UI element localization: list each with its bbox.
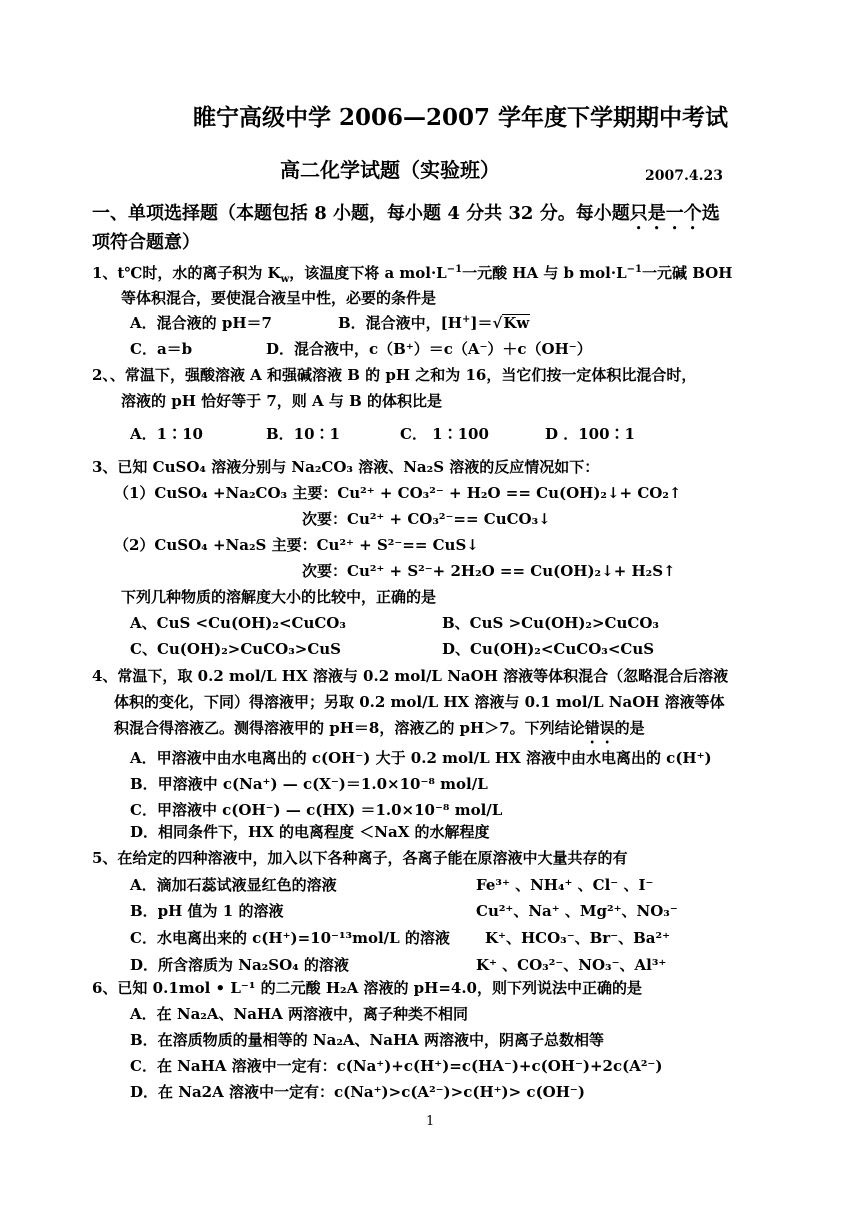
q4-stem-cont: 体积的变化，下同）得溶液甲；另取 0.2 mol/L HX 溶液与 0.1 mol/L NaOH 溶液等体 (114, 693, 725, 711)
exam-date: 2007.4.23 (645, 168, 723, 184)
q1-option-b: B．混合液中，[H+]＝√Kw (338, 314, 530, 332)
q6-stem: 6、已知 0.1mol • L⁻¹ 的二元酸 H₂A 溶液的 pH=4.0，则下列说法中正确的是 (92, 979, 642, 997)
page-number: 1 (426, 1114, 435, 1129)
q3-reaction-1: （1）CuSO₄ +Na₂CO₃ 主要：Cu²⁺ + CO₃²⁻ + H₂O == Cu(OH)₂↓+ CO₂↑ (114, 484, 682, 502)
exam-title: 睢宁高级中学 2006—2007 学年度下学期期中考试 (193, 104, 729, 131)
q2-option-a: A．1∶10 (130, 425, 203, 443)
q3-option-d: D、Cu(OH)₂<CuCO₃<CuS (442, 640, 655, 658)
q5-stem: 5、在给定的四种溶液中，加入以下各种离子，各离子能在原溶液中大量共存的有 (92, 849, 628, 867)
q6-option-d: D．在 Na2A 溶液中一定有：c(Na⁺)>c(A²⁻)>c(H⁺)> c(OH⁻) (130, 1083, 585, 1101)
emphasis-dots: 错误 (584, 719, 615, 737)
q4-stem-cont-2: 积混合得溶液乙。测得溶液甲的 pH＝8，溶液乙的 pH＞7。下列结论错误的是 (114, 719, 645, 737)
q2-stem-cont: 溶液的 pH 恰好等于 7，则 A 与 B 的体积比是 (121, 392, 442, 410)
q5-option-c: C．水电离出来的 c(H⁺)=10⁻¹³mol/L 的溶液 (130, 929, 450, 947)
q2-option-d: D ．100∶1 (545, 425, 635, 443)
exam-subtitle: 高二化学试题（实验班） (280, 158, 500, 182)
q5-ions-c: K⁺、HCO₃⁻、Br⁻、Ba²⁺ (485, 929, 671, 947)
q4-option-d: D．相同条件下，HX 的电离程度 ＜NaX 的水解程度 (130, 823, 490, 841)
q6-option-a: A．在 Na₂A、NaHA 两溶液中，离子种类不相同 (130, 1005, 468, 1023)
section-heading-cont: 项符合题意） (92, 232, 200, 253)
q2-stem: 2、、常温下，强酸溶液 A 和强碱溶液 B 的 pH 之和为 16，当它们按一定体积比混合时， (92, 366, 697, 384)
q3-reaction-1b: 次要：Cu²⁺ + CO₃²⁻== CuCO₃↓ (302, 510, 551, 528)
q5-option-a: A．滴加石蕊试液显红色的溶液 (130, 876, 337, 894)
q4-option-b: B．甲溶液中 c(Na⁺) — c(X⁻)＝1.0×10⁻⁸ mol/L (130, 775, 488, 793)
q4-option-c: C．甲溶液中 c(OH⁻) — c(HX) ＝1.0×10⁻⁸ mol/L (130, 801, 503, 819)
q2-option-b: B．10∶1 (266, 425, 340, 443)
section-heading: 一、单项选择题（本题包括 8 小题，每小题 4 分共 32 分。每小题只是一个选 (92, 203, 720, 224)
q5-option-b: B．pH 值为 1 的溶液 (130, 902, 284, 920)
q3-question: 下列几种物质的溶解度大小的比较中，正确的是 (121, 588, 437, 606)
q5-ions-d: K⁺ 、CO₃²⁻、NO₃⁻、Al³⁺ (476, 956, 667, 974)
q1-stem-cont: 等体积混合，要使混合液呈中性，必要的条件是 (121, 289, 437, 307)
q6-option-b: B．在溶质物质的量相等的 Na₂A、NaHA 两溶液中，阴离子总数相等 (130, 1031, 605, 1049)
emphasis-dots: 只是一个 (629, 203, 702, 224)
q3-option-c: C、Cu(OH)₂>CuCO₃>CuS (130, 640, 342, 658)
q1-option-d: D．混合液中，c（B⁺）＝c（A⁻）＋c（OH⁻） (266, 340, 592, 358)
q4-stem: 4、常温下，取 0.2 mol/L HX 溶液与 0.2 mol/L NaOH 溶液等体积混合（忽略混合后溶液 (92, 667, 729, 685)
q2-option-c: C． 1∶100 (400, 425, 489, 443)
q6-option-c: C．在 NaHA 溶液中一定有：c(Na⁺)+c(H⁺)=c(HA⁻)+c(OH⁻)+2c(A²⁻) (130, 1057, 663, 1075)
q5-ions-b: Cu²⁺、Na⁺ 、Mg²⁺、NO₃⁻ (476, 902, 678, 920)
q1-option-c: C．a＝b (130, 340, 193, 358)
q3-stem: 3、已知 CuSO₄ 溶液分别与 Na₂CO₃ 溶液、Na₂S 溶液的反应情况如下： (92, 458, 600, 476)
q3-reaction-2: （2）CuSO₄ +Na₂S 主要：Cu²⁺ + S²⁻== CuS↓ (114, 536, 479, 554)
q3-option-b: B、CuS >Cu(OH)₂>CuCO₃ (442, 614, 659, 632)
q5-ions-a: Fe³⁺ 、NH₄⁺ 、Cl⁻ 、I⁻ (476, 876, 654, 894)
q4-option-a: A．甲溶液中由水电离出的 c(OH⁻) 大于 0.2 mol/L HX 溶液中由水电离出的 c(H⁺) (130, 749, 712, 767)
q1-stem: 1、t℃时，水的离子积为 $K_w$，该温度下将 a $mol\cdot L^{-1}$一元酸 HA 与 b $mol\cdot L^{-1}$一元碱 BOH (92, 264, 733, 285)
q1-option-a: A．混合液的 pH＝7 (130, 314, 272, 332)
q3-reaction-2b: 次要：Cu²⁺ + S²⁻+ 2H₂O == Cu(OH)₂↓+ H₂S↑ (302, 562, 676, 580)
q5-option-d: D．所含溶质为 Na₂SO₄ 的溶液 (130, 956, 349, 974)
q3-option-a: A、CuS <Cu(OH)₂<CuCO₃ (130, 614, 346, 632)
